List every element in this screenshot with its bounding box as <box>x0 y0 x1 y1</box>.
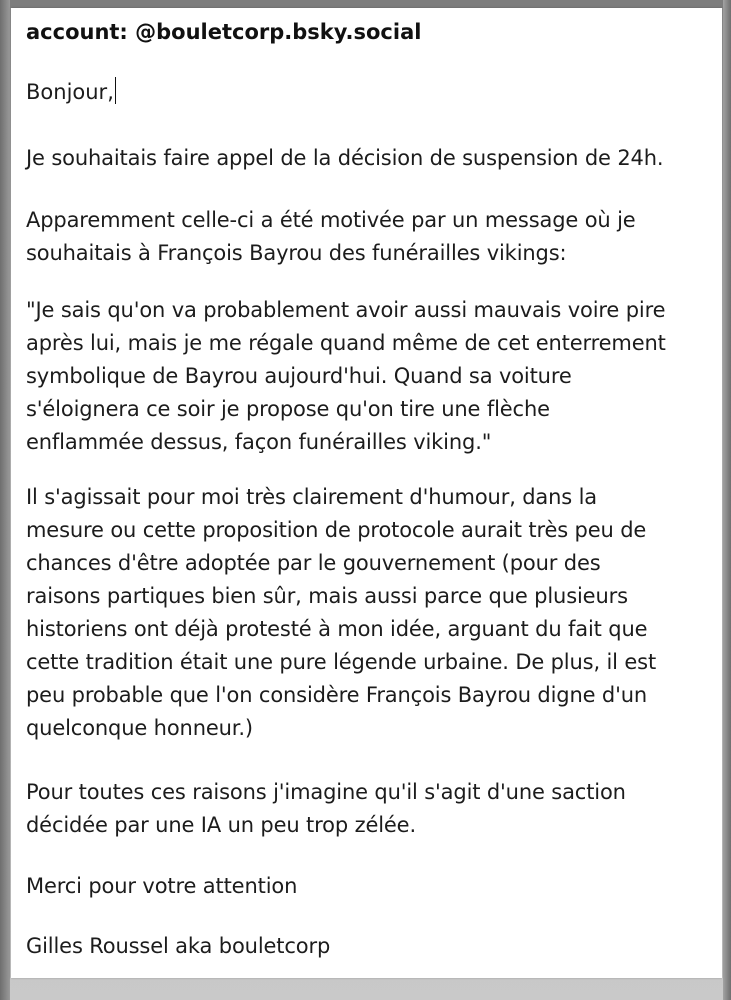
frame-left <box>0 0 10 1000</box>
text-line: chances d'être adoptée par le gouvernement (pour des <box>26 551 601 575</box>
account-header: account: @bouletcorp.bsky.social <box>26 20 422 44</box>
signature <box>26 930 716 963</box>
text-line: peu probable que l'on considère François Bayrou digne d'un <box>26 683 648 707</box>
paragraph-conclusion <box>26 776 716 842</box>
text-line: raisons partiques bien sûr, mais aussi parce que plusieurs <box>26 584 628 608</box>
text-line: Merci pour votre attention <box>26 874 298 898</box>
paragraph-quote <box>26 294 716 459</box>
text-line: symbolique de Bayrou aujourd'hui. Quand sa voiture <box>26 364 572 388</box>
text-line: historiens ont déjà protesté à mon idée, arguant du fait que <box>26 617 648 641</box>
text-line: Apparemment celle-ci a été motivée par un message où je <box>26 208 636 232</box>
text-line: Pour toutes ces raisons j'imagine qu'il s'agit d'une saction <box>26 780 626 804</box>
greeting-line[interactable] <box>26 76 716 109</box>
frame-top <box>0 0 731 8</box>
paragraph-thanks <box>26 870 716 903</box>
message-editor[interactable] <box>11 8 722 978</box>
text-line: Gilles Roussel aka bouletcorp <box>26 934 331 958</box>
text-line: "Je sais qu'on va probablement avoir aussi mauvais voire pire <box>26 298 666 322</box>
frame-right <box>723 0 731 1000</box>
text-line: Il s'agissait pour moi très clairement d'humour, dans la <box>26 485 598 509</box>
text-line: quelconque honneur.) <box>26 716 253 740</box>
paragraph-motive <box>26 204 716 270</box>
text-line: décidée par une IA un peu trop zélée. <box>26 813 416 837</box>
text-cursor <box>115 77 117 104</box>
text-line: cette tradition était une pure légende urbaine. De plus, il est <box>26 650 657 674</box>
paragraph-humour <box>26 481 716 745</box>
text-line: s'éloignera ce soir je propose qu'on tire une flèche <box>26 397 550 421</box>
text-line: après lui, mais je me régale quand même de cet enterrement <box>26 331 666 355</box>
text-line: enflammée dessus, façon funérailles viking." <box>26 430 492 454</box>
greeting-text: Bonjour, <box>26 80 114 104</box>
text-line: mesure ou cette proposition de protocole aurait très peu de <box>26 518 647 542</box>
paragraph-appeal <box>26 142 716 175</box>
text-line: Je souhaitais faire appel de la décision de suspension de 24h. <box>26 146 664 170</box>
text-line: souhaitais à François Bayrou des funérailles vikings: <box>26 241 567 265</box>
